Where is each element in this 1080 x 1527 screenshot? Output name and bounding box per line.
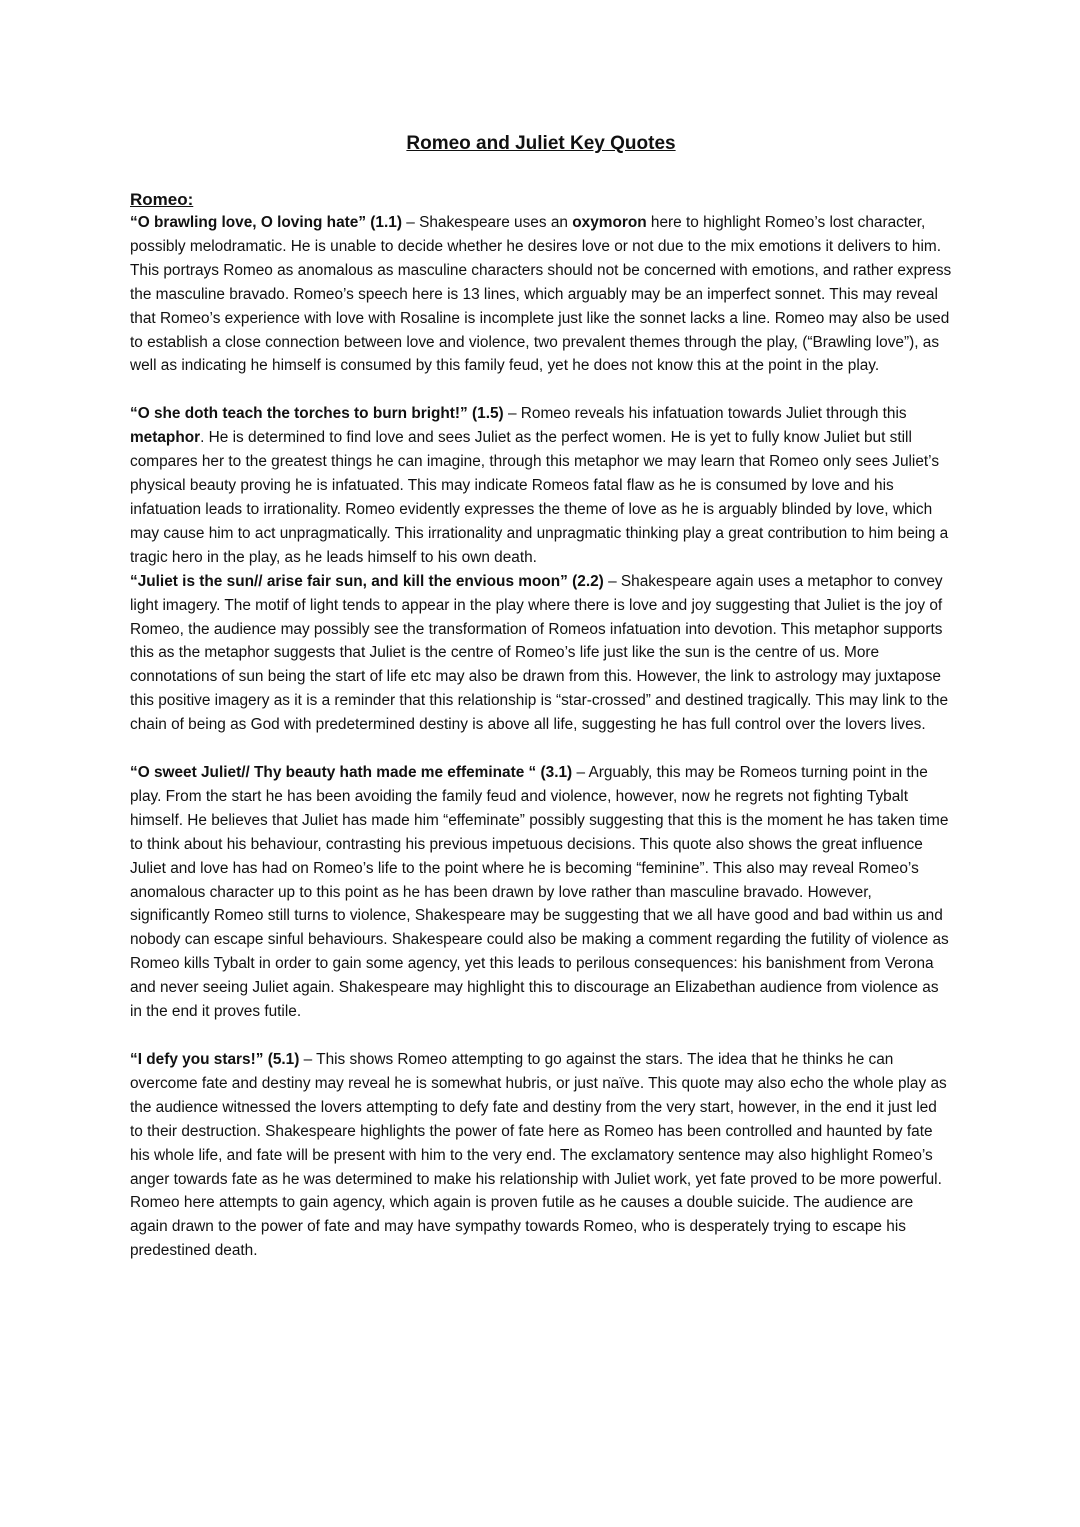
analysis-text: – This shows Romeo attempting to go against the stars. The idea that he thinks he can overcome fate and destiny may reveal he is somewhat hubris, or just naïve. This quote may also echo the whole play as the audience witnessed the lovers attempting to defy fate and destiny from the very start, however, in the end it just led to their destruction. Shakespeare highlights the power of fate here as Romeo has been controlled and haunted by fate his whole life, and fate will be present with him to the very end. The exclamatory sentence may also highlight Romeo’s anger towards fate as he was determined to make his relationship with Juliet work, yet fate proved to be more powerful. Romeo here attempts to gain agency, which again is proven futile as he causes a double suicide. The audience are again drawn to the power of fate and may have sympathy towards Romeo, who is desperately trying to escape his predestined death. xyxy=(130,1051,947,1260)
section-heading-romeo: Romeo: xyxy=(130,190,194,209)
quote-text: “O brawling love, O loving hate” (1.1) xyxy=(130,214,402,231)
quote-text: “I defy you stars!” (5.1) xyxy=(130,1051,300,1068)
document-page xyxy=(130,130,952,1287)
quote-paragraph-1-1 xyxy=(130,211,952,378)
analysis-text: – Arguably, this may be Romeos turning point in the play. From the start he has been avoiding the family feud and violence, however, now he regrets not fighting Tybalt himself. He believes that Juliet has made him “effeminate” possibly suggesting that this is the moment he has taken time to think about his behaviour, contrasting his previous impetuous decisions. This quote also shows the great influence Juliet and love has had on Romeo’s life to the point where he is becoming “feminine”. This also may reveal Romeo’s anomalous character up to this point as he has been drawn by love rather than masculine bravado. However, significantly Romeo still turns to violence, Shakespeare may be suggesting that we all have good and bad within us and nobody can escape sinful behaviours. Shakespeare could also be making a comment regarding the futility of violence as Romeo kills Tybalt in order to gain some agency, yet this leads to perilous consequences: his banishment from Verona and never seeing Juliet again. Shakespeare may highlight this to discourage an Elizabethan audience from violence as in the end it proves futile. xyxy=(130,764,949,1021)
quote-text: “O sweet Juliet// Thy beauty hath made me effeminate “ (3.1) xyxy=(130,764,573,782)
quote-paragraph-3-1 xyxy=(130,761,952,1024)
quote-paragraph-5-1 xyxy=(130,1048,952,1263)
analysis-text: here to highlight Romeo’s lost character, possibly melodramatic. He is unable to decide whether he desires love or not due to the mix emotions it delivers to him. This portrays Romeo as anomalous as masculine characters should not be concerned with emotions, and rather express the masculine bravado. Romeo’s speech here is 13 lines, which arguably may be an imperfect sonnet. This may reveal that Romeo’s experience with love with Rosaline is incomplete just like the sonnet lacks a line. Romeo may also be used to establish a close connection between love and violence, two prevalent themes through the play, (“Brawling love”), as well as indicating he himself is consumed by this family feud, yet he does not know this at the point in the play. xyxy=(130,214,952,375)
technique-keyword: oxymoron xyxy=(572,214,647,231)
quote-text: “Juliet is the sun// arise fair sun, and kill the envious moon” (2.2) xyxy=(130,572,604,590)
analysis-text: . He is determined to find love and sees Juliet as the perfect women. He is yet to fully know Juliet but still compares her to the greatest things he can imagine, through this metaphor we may learn that Romeo only sees Juliet’s physical beauty proving he is infatuated. This may indicate Romeos fatal flaw as he is consumed by love and his infatuation leads to irrationality. Romeo evidently expresses the theme of love as he is arguably blinded by love, which may cause him to act unpragmatically. This irrationality and unpragmatic thinking play a great contribution to him being a tragic hero in the play, as he leads himself to his own death. xyxy=(130,429,949,566)
analysis-text: – Shakespeare uses an xyxy=(401,214,573,231)
quote-text: “O she doth teach the torches to burn bright!” (1.5) xyxy=(130,405,504,423)
document-title: Romeo and Juliet Key Quotes xyxy=(406,133,676,154)
analysis-text: – Romeo reveals his infatuation towards Juliet through this xyxy=(503,405,907,423)
quote-paragraph-2-2 xyxy=(130,570,952,737)
technique-keyword: metaphor xyxy=(130,429,201,447)
analysis-text: – Shakespeare again uses a metaphor to convey light imagery. The motif of light tends to appear in the play where there is love and joy suggesting that Juliet is the joy of Romeo, the audience may possibly see the transformation of Romeos infatuation into devotion. This metaphor supports this as the metaphor suggests that Juliet is the centre of Romeo’s life just like the sun is the centre of us. More connotations of sun being the start of life etc may also be drawn from this. However, the link to astrology may juxtapose this positive imagery as it is a reminder that this relationship is “star-crossed” and destined tragically. This may link to the chain of being as God with predetermined destiny is above all life, suggesting he has full control over the lovers lives. xyxy=(130,572,949,734)
quote-paragraph-1-5 xyxy=(130,402,952,569)
